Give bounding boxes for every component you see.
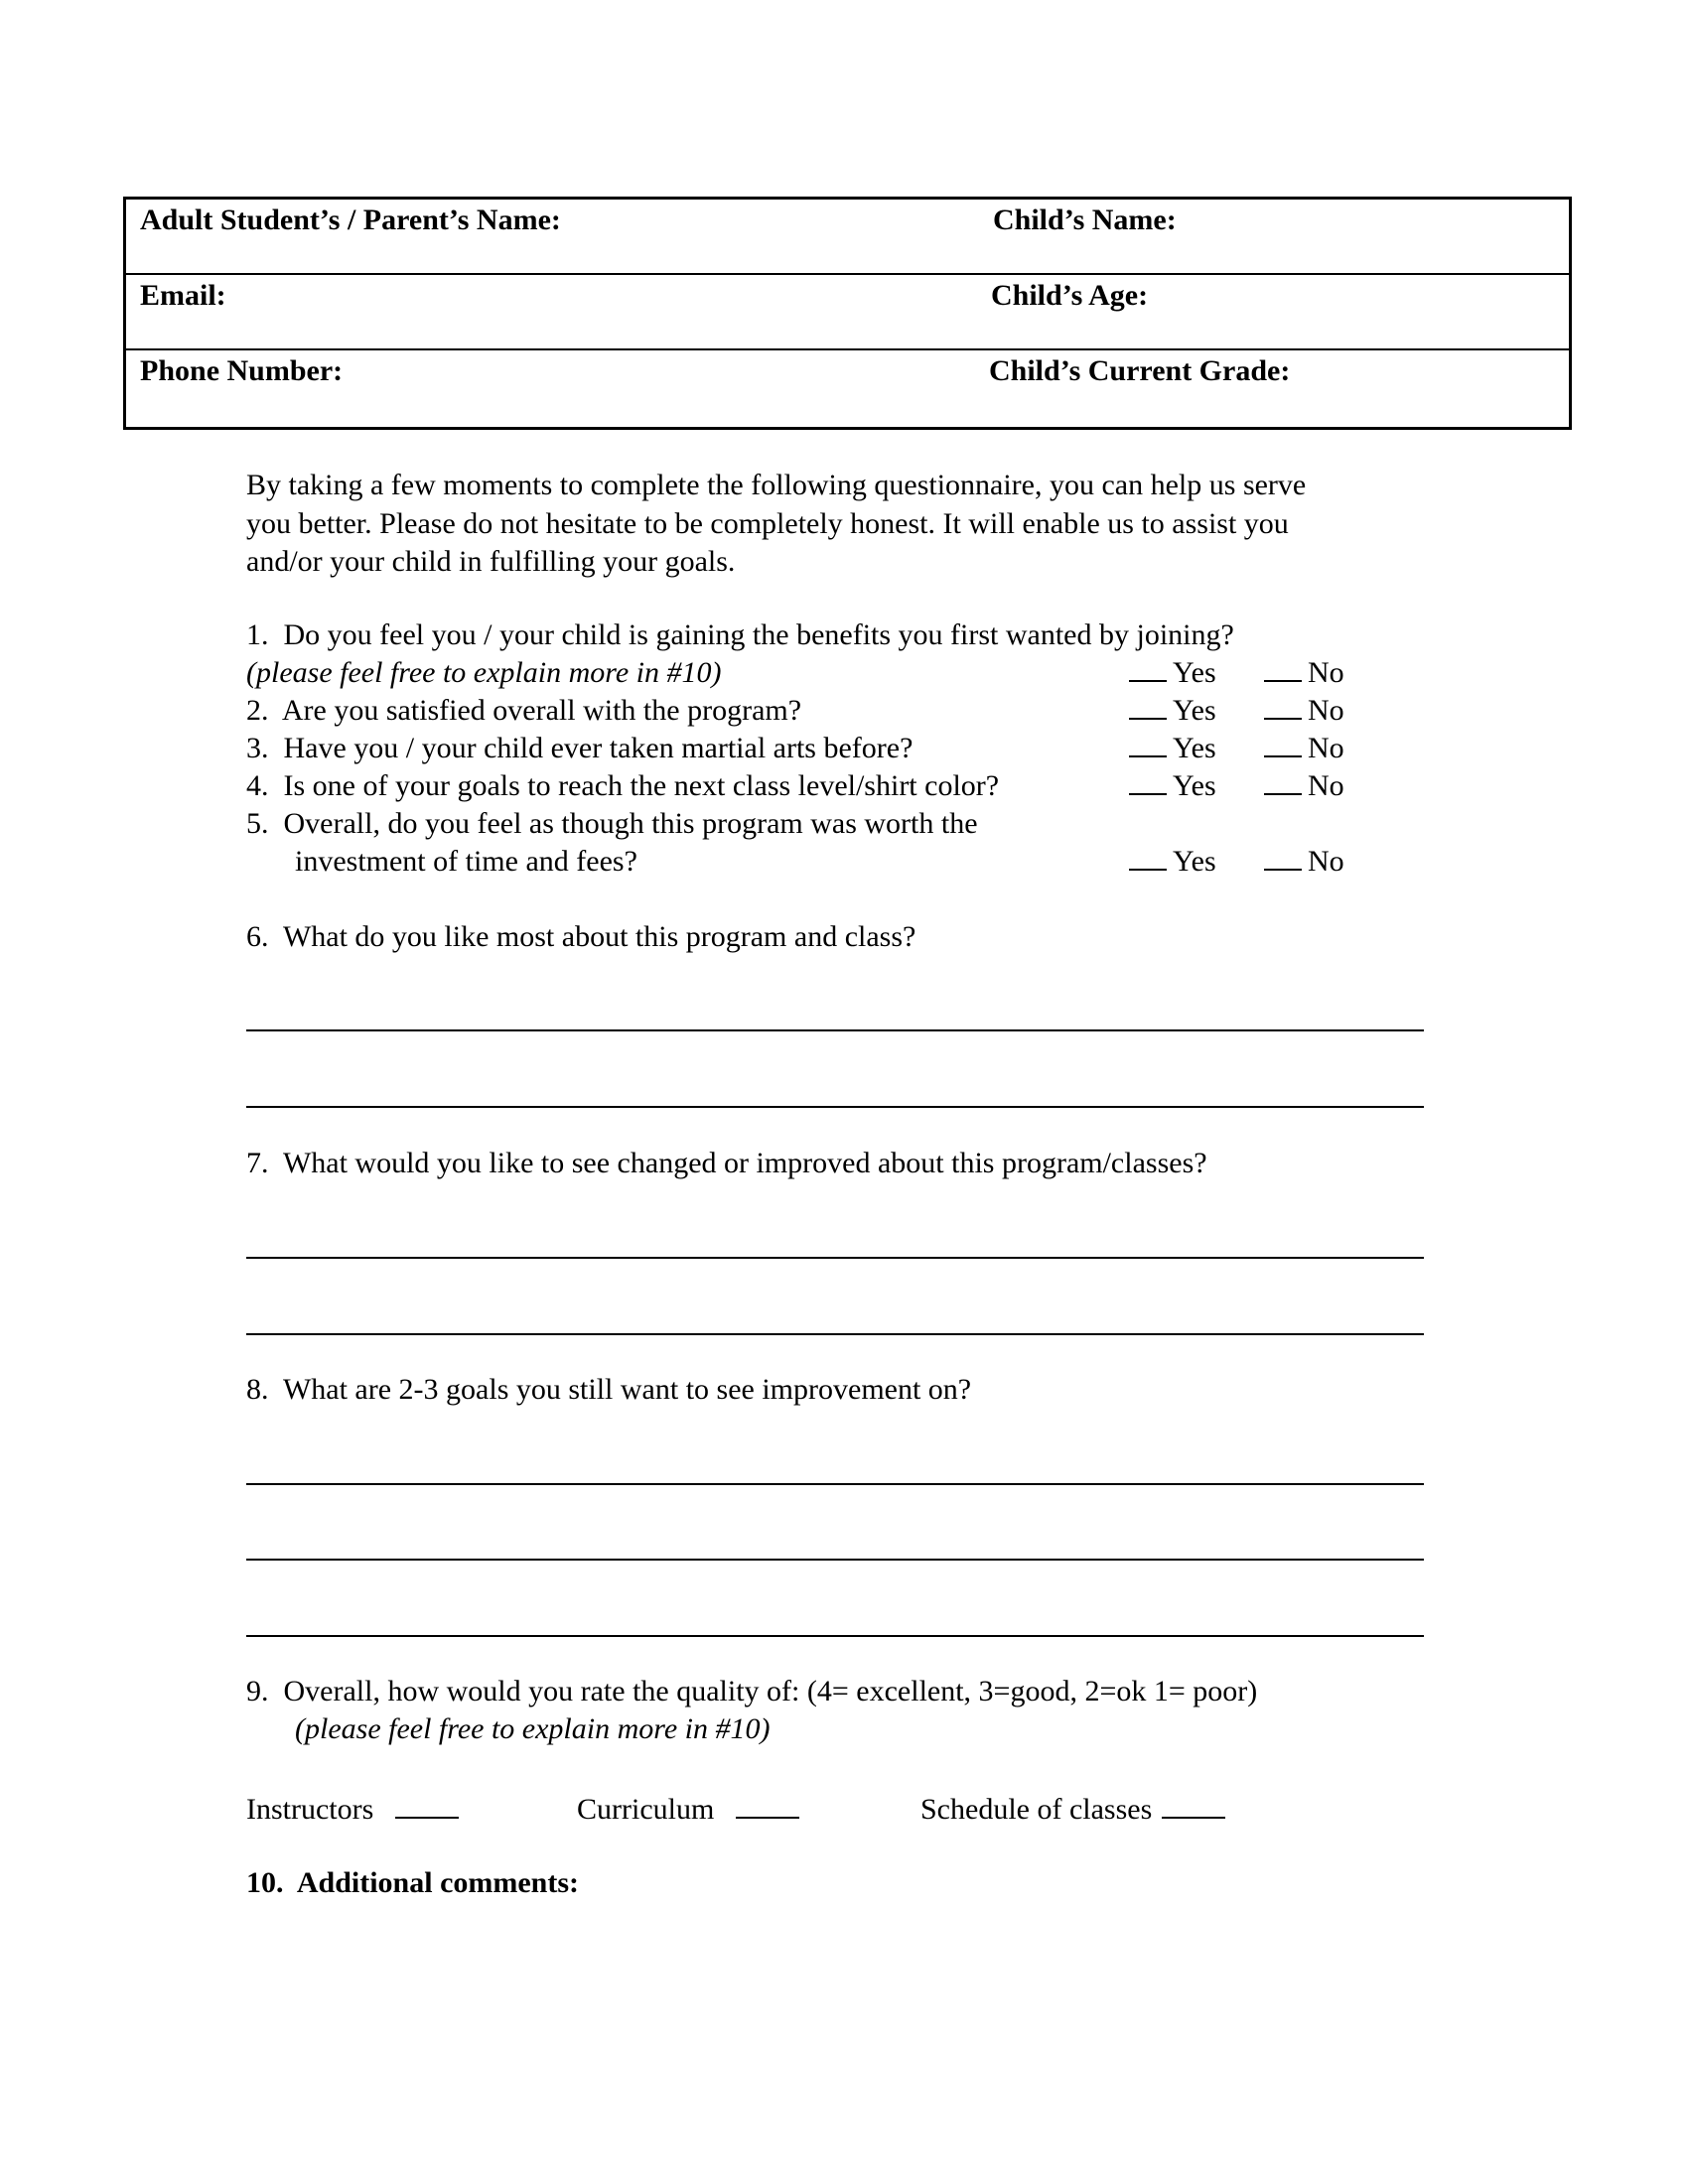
question-number: 9. (246, 1675, 269, 1707)
rating-label: Instructors (246, 1793, 374, 1826)
q2-yes-option[interactable] (1129, 694, 1216, 728)
q1-no-blank[interactable] (1264, 656, 1302, 682)
question-5-continued: investment of time and fees? (295, 845, 637, 878)
question-number: 6. (246, 920, 269, 953)
q1-yes-option[interactable] (1129, 656, 1216, 690)
rating-schedule-blank[interactable] (1162, 1791, 1225, 1819)
question-10 (246, 1866, 579, 1900)
rating-instructors-blank[interactable] (395, 1791, 459, 1819)
question-text: Additional comments: (296, 1866, 580, 1899)
q8-answer-line[interactable] (246, 1559, 1424, 1561)
yes-label: Yes (1173, 769, 1216, 802)
info-row-name (126, 200, 1569, 275)
phone-field[interactable]: Phone Number: (140, 354, 344, 387)
rating-curriculum-blank[interactable] (736, 1791, 799, 1819)
question-number: 1. (246, 618, 269, 651)
question-number: 10. (246, 1866, 284, 1899)
q2-no-option[interactable] (1264, 694, 1344, 728)
no-label: No (1308, 656, 1344, 689)
yes-label: Yes (1173, 694, 1216, 727)
question-9-note: (please feel free to explain more in #10) (295, 1712, 771, 1745)
child-grade-field[interactable]: Child’s Current Grade: (989, 354, 1291, 387)
q5-yes-option[interactable] (1129, 845, 1216, 879)
yes-label: Yes (1173, 732, 1216, 764)
question-number: 8. (246, 1373, 269, 1406)
q5-yes-blank[interactable] (1129, 845, 1167, 871)
q4-yes-blank[interactable] (1129, 769, 1167, 795)
question-text: Do you feel you / your child is gaining the benefits you first wanted by joining? (283, 618, 1234, 651)
q2-yes-blank[interactable] (1129, 694, 1167, 720)
q1-no-option[interactable] (1264, 656, 1344, 690)
question-6 (246, 920, 915, 954)
q5-no-option[interactable] (1264, 845, 1344, 879)
question-7 (246, 1147, 1207, 1180)
q8-answer-line[interactable] (246, 1483, 1424, 1485)
q6-answer-line[interactable] (246, 1106, 1424, 1108)
question-number: 7. (246, 1147, 269, 1179)
intro-paragraph (246, 467, 1438, 582)
parent-name-field[interactable]: Adult Student’s / Parent’s Name: (140, 204, 561, 236)
child-name-field[interactable]: Child’s Name: (993, 204, 1177, 236)
q4-yes-option[interactable] (1129, 769, 1216, 803)
q1-yes-blank[interactable] (1129, 656, 1167, 682)
rating-schedule (920, 1791, 1225, 1827)
question-number: 4. (246, 769, 269, 802)
q4-no-blank[interactable] (1264, 769, 1302, 795)
child-age-field[interactable]: Child’s Age: (991, 279, 1149, 312)
no-label: No (1308, 694, 1344, 727)
question-1 (246, 618, 1234, 652)
question-number: 3. (246, 732, 269, 764)
rating-label: Schedule of classes (920, 1793, 1153, 1826)
q2-no-blank[interactable] (1264, 694, 1302, 720)
q3-no-blank[interactable] (1264, 732, 1302, 757)
rating-instructors (246, 1791, 459, 1827)
question-text: Is one of your goals to reach the next class level/shirt color? (283, 769, 1000, 802)
q4-no-option[interactable] (1264, 769, 1344, 803)
intro-line: and/or your child in fulfilling your goals. (246, 545, 736, 578)
q8-answer-line[interactable] (246, 1635, 1424, 1637)
rating-curriculum (577, 1791, 799, 1827)
question-number: 5. (246, 807, 269, 840)
q6-answer-line[interactable] (246, 1029, 1424, 1031)
question-2 (246, 694, 801, 728)
contact-info-table (123, 197, 1572, 430)
q7-answer-line[interactable] (246, 1257, 1424, 1259)
question-text: Overall, how would you rate the quality of: (4= excellent, 3=good, 2=ok 1= poor) (283, 1675, 1258, 1707)
no-label: No (1308, 845, 1344, 878)
question-text: Are you satisfied overall with the program? (281, 694, 802, 727)
info-row-phone (126, 350, 1569, 427)
yes-label: Yes (1173, 656, 1216, 689)
q3-yes-option[interactable] (1129, 732, 1216, 765)
question-text: Have you / your child ever taken martial arts before? (283, 732, 914, 764)
question-1-note: (please feel free to explain more in #10) (246, 656, 722, 689)
question-8 (246, 1373, 971, 1407)
question-3 (246, 732, 913, 765)
q3-no-option[interactable] (1264, 732, 1344, 765)
question-9 (246, 1675, 1257, 1708)
email-field[interactable]: Email: (140, 279, 226, 312)
no-label: No (1308, 769, 1344, 802)
info-row-email (126, 275, 1569, 350)
q5-no-blank[interactable] (1264, 845, 1302, 871)
intro-line: By taking a few moments to complete the following questionnaire, you can help us serve (246, 469, 1307, 501)
no-label: No (1308, 732, 1344, 764)
question-text: What would you like to see changed or improved about this program/classes? (282, 1147, 1207, 1179)
question-5 (246, 807, 978, 841)
q3-yes-blank[interactable] (1129, 732, 1167, 757)
question-number: 2. (246, 694, 269, 727)
q7-answer-line[interactable] (246, 1333, 1424, 1335)
question-text: What do you like most about this program and class? (282, 920, 916, 953)
intro-line: you better. Please do not hesitate to be completely honest. It will enable us to assist you (246, 506, 1289, 540)
question-4 (246, 769, 999, 803)
question-text: Overall, do you feel as though this program was worth the (283, 807, 978, 840)
question-text: What are 2-3 goals you still want to see improvement on? (282, 1373, 972, 1406)
rating-label: Curriculum (577, 1793, 715, 1826)
yes-label: Yes (1173, 845, 1216, 878)
